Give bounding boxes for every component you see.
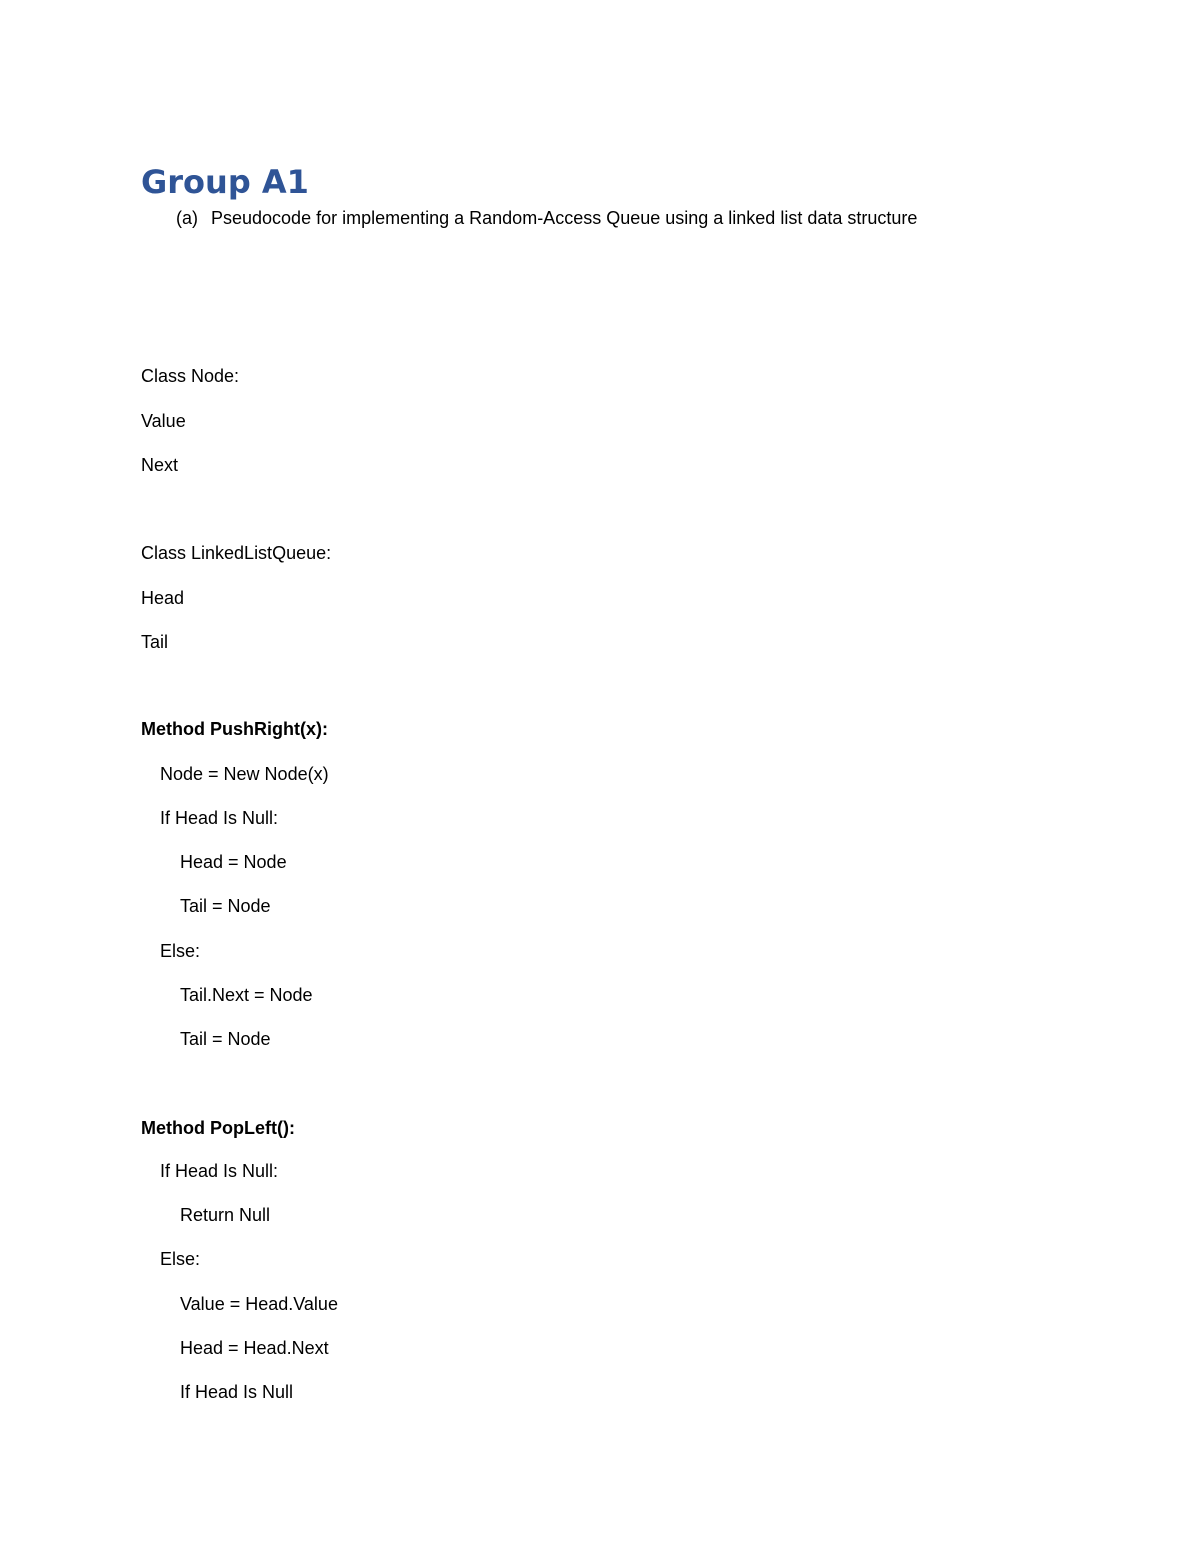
code-line: Head = Head.Next (180, 1338, 329, 1358)
queue-field-head: Head (141, 588, 185, 608)
code-line: Else: (160, 941, 201, 961)
code-line: Head = Node (180, 852, 287, 872)
class-node-header: Class Node: (141, 366, 240, 386)
method-pushright-header: Method PushRight(x): (141, 719, 328, 739)
code-line: Node = New Node(x) (160, 764, 329, 784)
code-line: If Head Is Null: (160, 808, 279, 828)
code-line: Tail = Node (180, 896, 271, 916)
code-line: Else: (160, 1249, 201, 1269)
code-line: If Head Is Null (180, 1382, 294, 1402)
code-line: If Head Is Null: (160, 1161, 279, 1181)
class-queue-header: Class LinkedListQueue: (141, 543, 332, 563)
queue-field-tail: Tail (141, 632, 169, 652)
code-line: Return Null (180, 1205, 271, 1225)
list-marker: (a) (176, 208, 198, 228)
page-title: Group A1 (141, 163, 309, 201)
node-field-value: Value (141, 411, 186, 431)
subtitle-text: Pseudocode for implementing a Random-Access Queue using a linked list data structure (211, 208, 918, 228)
code-line: Value = Head.Value (180, 1294, 338, 1314)
code-line: Tail.Next = Node (180, 985, 313, 1005)
node-field-next: Next (141, 455, 179, 475)
method-popleft-header: Method PopLeft(): (141, 1118, 295, 1138)
subtitle (176, 205, 917, 231)
code-line: Tail = Node (180, 1029, 271, 1049)
